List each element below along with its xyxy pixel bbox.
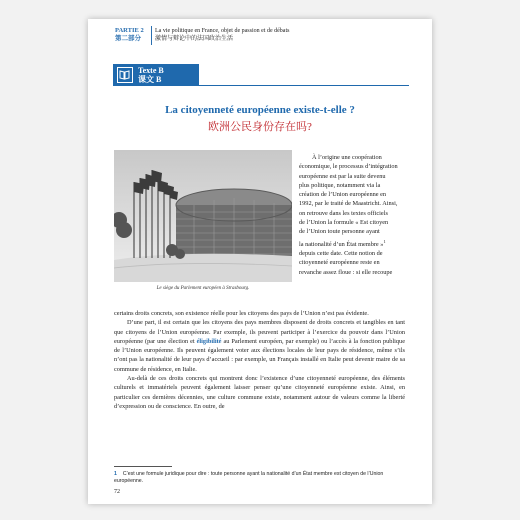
book-icon <box>117 67 133 83</box>
figure-caption: Le siège du Parlement européen à Strasbourg. <box>156 286 250 291</box>
intro-line: citoyenneté européenne reste en <box>299 259 380 267</box>
heading-french: La citoyenneté européenne existe-t-elle ? <box>165 104 355 116</box>
intro-line <box>299 237 405 249</box>
header-title <box>155 27 289 43</box>
parliament-photo <box>114 150 292 282</box>
glossary-term[interactable]: éligibilité <box>196 337 222 345</box>
footnote-divider <box>114 466 172 467</box>
header-divider <box>151 26 152 45</box>
footnote-text: C’est une formule juridique pour dire : toute personne ayant la nationalité d’un État membre est citoyen de l’Union européenne. <box>114 471 384 484</box>
intro-line: création de l’Union européenne en <box>299 191 387 199</box>
footnote-number: 1 <box>114 471 117 477</box>
badge-label <box>138 66 164 84</box>
intro-line: À l’origine une coopération <box>312 154 382 161</box>
intro-line: on retrouve dans les textes officiels <box>299 209 388 217</box>
intro-line: revanche assez floue : si elle recoupe <box>299 268 393 276</box>
section-badge <box>113 64 199 86</box>
header-part-fr: PARTIE 2 <box>115 27 144 34</box>
footnote <box>114 471 405 485</box>
header-title-zh: 激情与辩论中的法国政治生活 <box>155 36 234 42</box>
header-part-zh: 第二部分 <box>115 35 141 42</box>
intro-line: de l’Union toute personne ayant <box>299 228 380 236</box>
main-text <box>114 309 405 411</box>
book-page <box>88 19 432 504</box>
paragraph-2 <box>114 318 405 374</box>
header-title-fr: La vie politique en France, objet de passion et de débats <box>155 28 290 34</box>
intro-line: 1992, par le traité de Maastricht. Ainsi, <box>299 200 398 208</box>
badge-rule <box>199 85 409 86</box>
intro-line: plus politique, notamment via la <box>299 181 381 189</box>
intro-line-text: la nationalité d’un État membre » <box>299 240 384 248</box>
badge-label-zh: 课文 B <box>138 75 162 84</box>
intro-line: européenne est par la suite devenu <box>299 172 386 180</box>
intro-line: de l’Union la formule « Est citoyen <box>299 219 389 227</box>
header-part <box>115 27 144 43</box>
paragraph-2-start: D’une part, il est certain que les citoyens des pays membres disposent de droits concrets et tangibles en tant que citoyens de l’Union européenne. Par exemple, ils peuvent participer à l’exercice du pouvoir dans l’Union européenne (par une élection et <box>114 319 405 345</box>
footnote-ref[interactable]: 1 <box>383 238 386 244</box>
intro-column <box>299 153 405 277</box>
page-number: 72 <box>114 489 120 495</box>
intro-line: depuis cette date. Cette notion de <box>299 250 383 258</box>
badge-label-fr: Texte B <box>138 66 164 75</box>
heading-chinese: 欧洲公民身份存在吗? <box>208 121 312 133</box>
intro-line: économique, le processus d’intégration <box>299 163 398 171</box>
paragraph-2-end: au Parlement européen, par exemple) ou l’accès à la fonction publique de l’Union européenne. Ils peuvent également voter aux élections locales de leur pays de résidence, même s’ils n’ont pas la nationalité de leur pays d’accueil : par exemple, un Français installé en Italie peut devenir maire de sa commune de résidence, en Italie. <box>114 337 406 373</box>
paragraph-1-tail: certains droits concrets, son existence réelle pour les citoyens des pays de l’Union n’est pas évidente. <box>114 310 369 317</box>
paragraph-3: Au-delà de ces droits concrets qui montrent donc l’existence d’une citoyenneté européenne, des éléments culturels et immatériels peuvent également laisser penser qu’une citoyenneté européenne existe. Ainsi, en particulier ces dernières décennies, une culture commune existe, notamment autour de valeurs comme la liberté d’expression ou de conscience. En outre, de <box>114 375 405 410</box>
